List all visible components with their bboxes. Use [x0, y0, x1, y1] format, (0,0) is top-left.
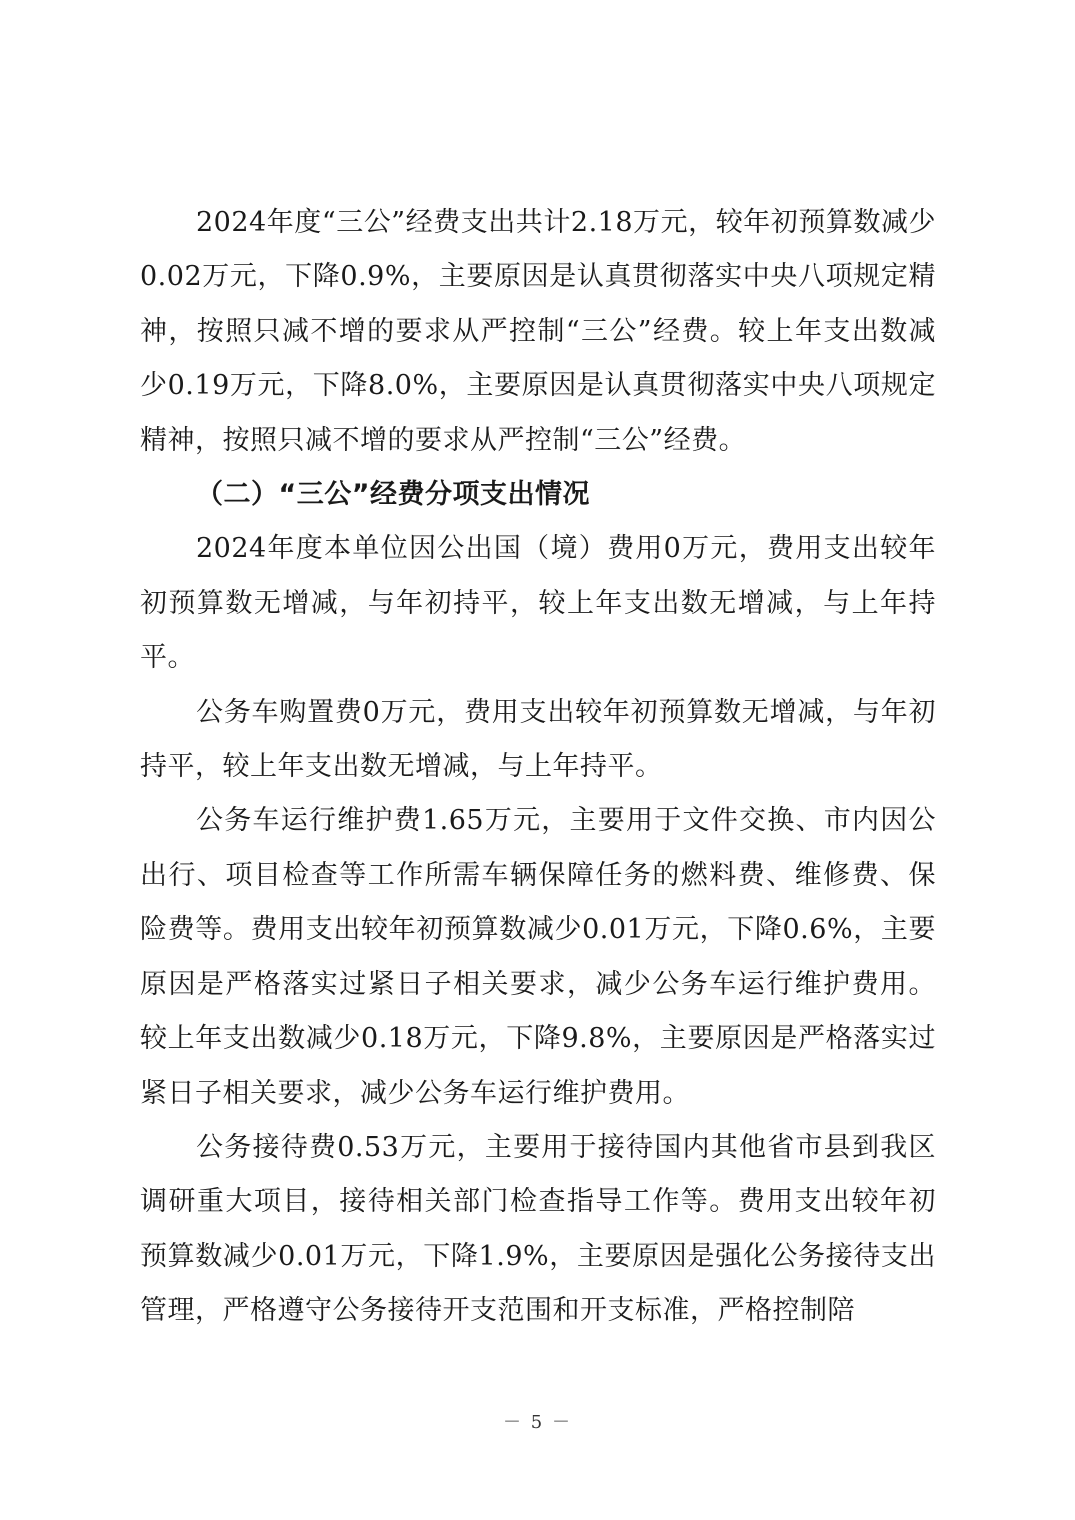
- paragraph-total-expenditure: 2024年度“三公”经费支出共计2.18万元，较年初预算数减少0.02万元，下降0.9%，主要原因是认真贯彻落实中央八项规定精神，按照只减不增的要求从严控制“三公”经费。较上年支出数减少0.19万元，下降8.0%，主要原因是认真贯彻落实中央八项规定精神，按照只减不增的要求从严控制“三公”经费。: [140, 207, 936, 456]
- paragraph-vehicle-maintenance: 公务车运行维护费1.65万元，主要用于文件交换、市内因公出行、项目检查等工作所需车辆保障任务的燃料费、维修费、保险费等。费用支出较年初预算数减少0.01万元，下降0.6%，主要原因是严格落实过紧日子相关要求，减少公务车运行维护费用。较上年支出数减少0.18万元，下降9.8%，主要原因是严格落实过紧日子相关要求，减少公务车运行维护费用。: [140, 805, 936, 1109]
- document-body: [140, 196, 936, 1339]
- paragraph-overseas-travel: 2024年度本单位因公出国（境）费用0万元，费用支出较年初预算数无增减，与年初持平，较上年支出数无增减，与上年持平。: [140, 533, 936, 674]
- page-number: － 5 －: [503, 1412, 572, 1433]
- section-heading-itemized-expenditure: （二）“三公”经费分项支出情况: [196, 479, 590, 511]
- paragraph-vehicle-purchase: 公务车购置费0万元，费用支出较年初预算数无增减，与年初持平，较上年支出数无增减，与上年持平。: [140, 696, 936, 783]
- paragraph-official-reception: 公务接待费0.53万元，主要用于接待国内其他省市县到我区调研重大项目，接待相关部门检查指导工作等。费用支出较年初预算数减少0.01万元，下降1.9%，主要原因是强化公务接待支出管理，严格遵守公务接待开支范围和开支标准，严格控制陪: [140, 1131, 936, 1327]
